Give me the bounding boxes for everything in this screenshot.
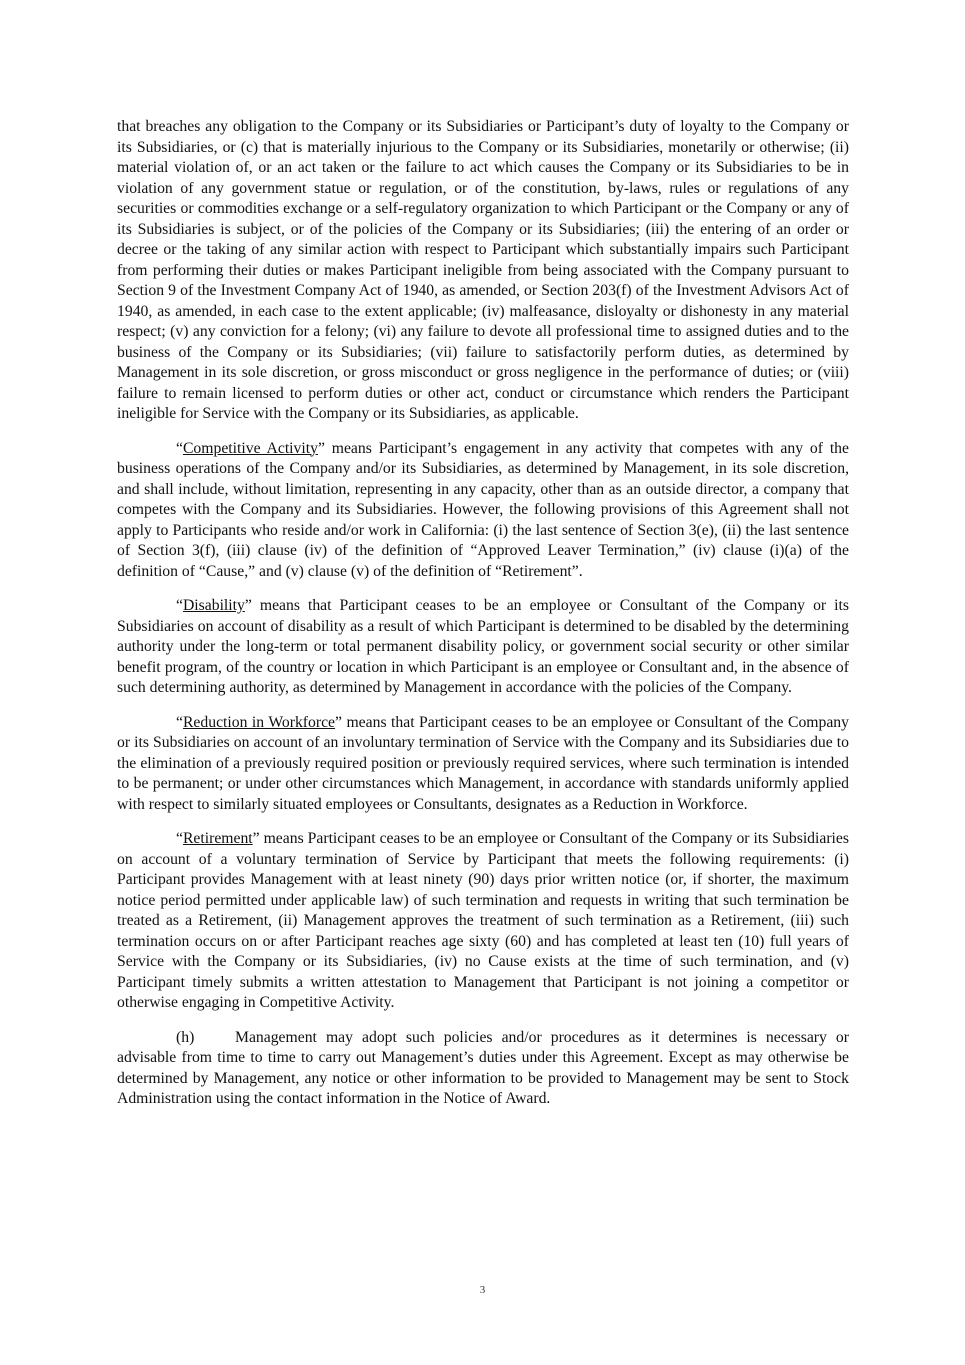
definition-retirement <box>117 829 849 1014</box>
defined-term: Disability <box>182 597 245 614</box>
section-text: Management may adopt such policies and/or procedures as it determines is necessary or advisable from time to time to carry out Management’s duties under this Agreement. Except as may otherwise be determined by Management, any notice or other information to be provided to Management may be sent to Stock Administration using the contact information in the Notice of Award. <box>117 1028 849 1107</box>
open-quote: “ <box>176 830 183 847</box>
defined-term: Competitive Activity <box>182 439 318 457</box>
open-quote: “ <box>176 597 183 614</box>
definition-reduction-in-workforce <box>117 713 849 816</box>
defined-term: Retirement <box>182 830 253 847</box>
section-marker: (h) <box>176 1028 195 1046</box>
open-quote: “ <box>176 713 183 731</box>
definition-text: ” means Participant ceases to be an employee or Consultant of the Company or its Subsidiaries on account of a voluntary termination of Service by Participant that meets the following requirements: (i) Participant provides Management with at least ninety (90) days prior written notice (or, if shorter, the maximum notice period permitted under applicable law) of such termination and requests in writing that such termination be treated as a Retirement, (ii) Management approves the treatment of such termination as a Retirement, (iii) such termination occurs on or after Participant reaches age sixty (60) and has completed at least ten (10) full years of Service with the Company or its Subsidiaries, (iv) no Cause exists at the time of such termination, and (v) Participant timely submits a written attestation to Management that Participant is not joining a competitor or otherwise engaging in Competitive Activity. <box>117 830 849 1011</box>
definition-disability <box>117 596 849 699</box>
definition-text: ” means that Participant ceases to be an employee or Consultant of the Company or its Subsidiaries on account of disability as a result of which Participant is determined to be disabled by the determining authority under the long-term or total permanent disability policy, or government social security or other similar benefit program, of the country or location in which Participant is an employee or Consultant and, in the absence of such determining authority, as determined by Management in accordance with the policies of the Company. <box>117 597 849 696</box>
page-number: 3 <box>479 1284 486 1296</box>
document-page <box>117 117 849 1124</box>
cause-definition-continuation: that breaches any obligation to the Company or its Subsidiaries or Participant’s duty of loyalty to the Company or its Subsidiaries, or (c) that is materially injurious to the Company or its Subsidiaries, monetarily or otherwise; (ii) material violation of, or an act taken or the failure to act which causes the Company or its Subsidiaries to be in violation of any government statue or regulation, or of the constitution, by-laws, rules or regulations of any securities or commodities exchange or a self-regulatory organization to which Participant or the Company or any of its Subsidiaries is subject, or of the policies of the Company or its Subsidiaries; (iii) the entering of an order or decree or the taking of any similar action with respect to Participant which substantially impairs such Participant from performing their duties or makes Participant ineligible from being associated with the Company pursuant to Section 9 of the Investment Company Act of 1940, as amended, or Section 203(f) of the Investment Advisors Act of 1940, as amended, in each case to the extent applicable; (iv) malfeasance, disloyalty or dishonesty in any material respect; (v) any conviction for a felony; (vi) any failure to devote all professional time to assigned duties and to the business of the Company or its Subsidiaries; (vii) failure to satisfactorily perform duties, as determined by Management in its sole discretion, or gross misconduct or gross negligence in the performance of duties; or (viii) failure to remain licensed to perform duties or other act, conduct or circumstance which renders the Participant ineligible for Service with the Company or its Subsidiaries, as applicable. <box>117 118 849 422</box>
definition-text: ” means that Participant ceases to be an employee or Consultant of the Company or its Subsidiaries on account of an involuntary termination of Service with the Company and its Subsidiaries due to the elimination of a previously required position or previously required services, where such termination is intended to be permanent; or under other circumstances which Management, in accordance with standards uniformly applied with respect to similarly situated employees or Consultants, designates as a Reduction in Workforce. <box>117 713 849 813</box>
defined-term: Reduction in Workforce <box>182 713 336 731</box>
open-quote: “ <box>176 439 183 457</box>
definition-competitive-activity <box>117 439 849 583</box>
section-h-paragraph <box>117 1028 849 1110</box>
definition-text: ” means Participant’s engagement in any activity that competes with any of the business operations of the Company and/or its Subsidiaries, as determined by Management, in its sole discretion, and shall include, without limitation, representing in any capacity, other than as an outside director, a company that competes with the Company and its Subsidiaries. However, the following provisions of this Agreement shall not apply to Participants who reside and/or work in California: (i) the last sentence of Section 3(e), (ii) the last sentence of Section 3(f), (iii) clause (iv) of the definition of “Approved Leaver Termination,” (iv) clause (i)(a) of the definition of “Cause,” and (v) clause (v) of the definition of “Retirement”. <box>117 439 849 580</box>
